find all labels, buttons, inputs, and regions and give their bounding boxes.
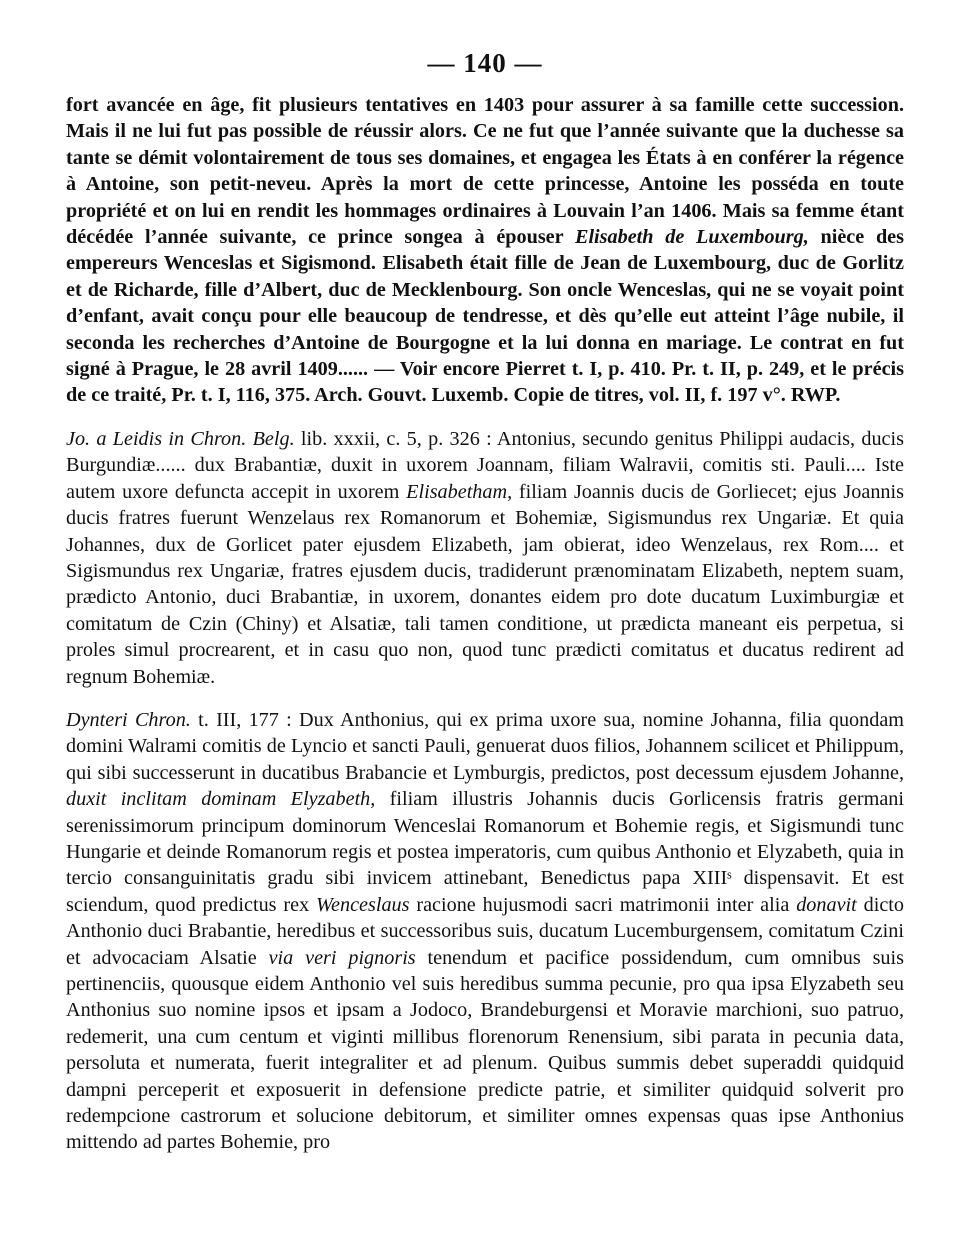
paragraph-leidis-citation bbox=[66, 426, 904, 690]
text-segment: nièce des empereurs Wenceslas et Sigismond. Elisabeth était fille de Jean de Luxembourg, duc de Gorlitz et de Richarde, fille d’Albert, duc de Mecklenbourg. Son oncle Wenceslas, qui ne se voyait point d’enfant, avait conçu pour elle beaucoup de tendresse, et dès qu’elle eut atteint l’âge nubile, il seconda les recherches d’Antoine de Bourgogne et la lui donna en mariage. Le contrat en fut signé à Prague, le 28 avril 1409...... — Voir encore Pierret t. I, p. 410. Pr. t. II, p. 249, et le précis de ce traité, Pr. t. I, 116, 375. Arch. Gouvt. Luxemb. Copie de titres, vol. II, f. 197 v°. RWP. bbox=[66, 226, 904, 407]
paragraph-dynteri-citation bbox=[66, 707, 904, 1156]
italic-name-wenceslaus: Wenceslaus bbox=[316, 893, 410, 916]
paragraph-french-commentary bbox=[66, 92, 904, 409]
text-segment: t. III, 177 : Dux Anthonius, qui ex prima uxore sua, nomine Johanna, filia quondam domini Walrami comitis de Lyncio et sancti Pauli, genuerat duos filios, Johannem scilicet et Philippum, qui sibi successerunt in ducatibus Brabancie et Lymburgis, predictos, post decessum ejusdem Johanne, bbox=[66, 708, 904, 784]
italic-name-elisabeth: Elisabeth de Luxembourg, bbox=[574, 226, 809, 249]
text-segment: lib. xxxii, c. 5, p. 326 : Antonius, secundo genitus Philippi audacis, ducis Burgundiæ...... dux Brabantiæ, duxit in uxorem Joannam, filiam Walravii, comitis sti. Pauli.... Iste autem uxore defuncta accepit in uxorem bbox=[66, 427, 904, 503]
italic-word-donavit: donavit bbox=[796, 893, 857, 916]
italic-name-elisabetham: Elisabetham, bbox=[406, 480, 513, 503]
italic-phrase-pignoris: via veri pignoris bbox=[268, 946, 416, 969]
text-segment: filiam illustris Johannis ducis Gorlicensis fratris germani serenissimorum principum dominorum Wenceslai Romanorum et Bohemie regis, et Sigismundi tunc Hungarie et deinde Romanorum regis et postea imperatoris, cum quibus Anthonio et Elyzabeth, quia in tercio consanguinitatis gradu sibi invicem attinebant, Benedictus papa XIIIˢ dispensavit. Et est sciendum, quod predictus rex bbox=[66, 788, 905, 916]
text-segment: filiam Joannis ducis de Gorliecet; ejus Joannis ducis fratres fuerunt Wenzelaus rex Romanorum et Bohemiæ, Sigismundus rex Ungariæ. Et quia Johannes, dux de Gorlicet pater ejusdem Elizabeth, jam obierat, ideo Wenzelaus, rex Rom.... et Sigismundus rex Ungariæ, fratres ejusdem ducis, tradiderunt prænominatam Elizabeth, neptem suam, prædicto Antonio, duci Brabantiæ, in uxorem, donantes eidem pro dote ducatum Luximburgiæ et comitatum de Czin (Chiny) et Alsatiæ, tali tamen conditione, ut prædicta maneant eis perpetua, si proles simul procrearent, et in casu quo non, quod tunc prædicti comitatus et ducatus redirent ad regnum Bohemiæ. bbox=[66, 480, 904, 688]
italic-source-title: Jo. a Leidis in Chron. Belg. bbox=[66, 427, 295, 450]
page-number: — 140 — bbox=[427, 48, 543, 78]
text-segment: tenendum et pacifice possidendum, cum omnibus suis pertinenciis, quousque eidem Anthonio vel suis heredibus summa pecunie, pro qua ipsa Elyzabeth seu Anthonius suo nomine ipsos et ipsam a Jodoco, Brandeburgensi et Moravie marchioni, suo patruo, redemerit, una cum centum et viginti millibus florenorum Renensium, sibi parata in pecunia data, persoluta et numerata, fuerit integraliter et ad plenum. Quibus summis debet superaddi quidquid dampni perceperit et exposuerit in defensione predicte patrie, et similiter quidquid solverit pro redempcione castrorum et solucione debitorum, et similiter omnes expensas quas ipse Anthonius mittendo ad partes Bohemie, pro bbox=[66, 946, 904, 1154]
italic-source-title: Dynteri Chron. bbox=[66, 708, 191, 731]
text-segment: fort avancée en âge, fit plusieurs tentatives en 1403 pour assurer à sa famille cette succession. Mais il ne lui fut pas possible de réussir alors. Ce ne fut que l’année suivante que la duchesse sa tante se démit volontairement de tous ses domaines, et engagea les États à en conférer la régence à Antoine, son petit-neveu. Après la mort de cette princesse, Antoine les posséda en toute propriété et on lui en rendit les hommages ordinaires à Louvain l’an 1406. Mais sa femme étant décédée l’année suivante, ce prince songea à épouser bbox=[66, 94, 904, 249]
italic-phrase: duxit inclitam dominam Elyzabeth, bbox=[66, 788, 376, 811]
text-segment: racione hujusmodi sacri matrimonii inter alia bbox=[409, 893, 797, 916]
text-segment: dicto Anthonio duci Brabantie, heredibus et successoribus suis, ducatum Lucemburgensem, comitatum Czini et advocaciam Alsatie bbox=[66, 893, 904, 969]
